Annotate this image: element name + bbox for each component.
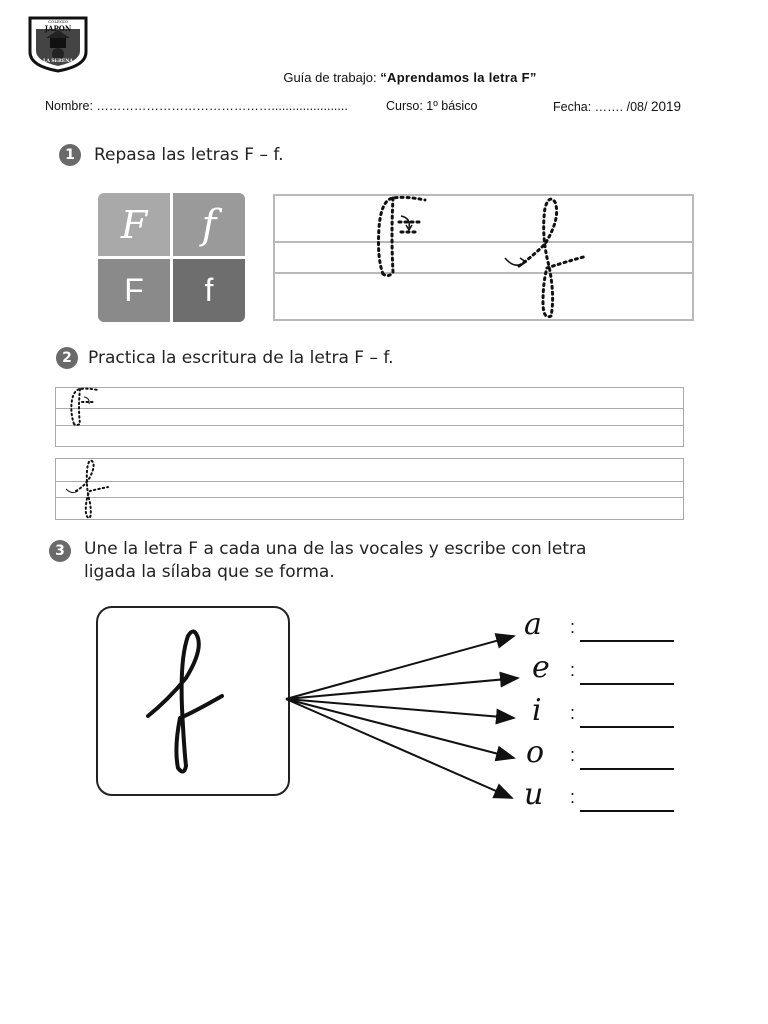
colon: : xyxy=(570,703,576,723)
colon: : xyxy=(570,660,576,680)
colon: : xyxy=(570,787,576,807)
section2-instruction: Practica la escritura de la letra F – f. xyxy=(88,348,394,368)
colon: : xyxy=(570,745,576,765)
crest-bottom-text: LA SERENA xyxy=(43,59,73,64)
course-field: Curso: 1º básico xyxy=(386,99,478,113)
date-year: 2019 xyxy=(650,99,682,114)
section1-instruction: Repasa las letras F – f. xyxy=(94,145,284,165)
title-prefix: Guía de trabajo: xyxy=(283,70,377,85)
vowel-row-o xyxy=(520,735,680,775)
section3-instruction-line2: ligada la sílaba que se forma. xyxy=(84,562,335,582)
crest-top-text: COLEGIO xyxy=(48,19,68,24)
section1-number-badge: 1 xyxy=(59,144,81,166)
tile-cursive-F-letter: F xyxy=(120,202,148,247)
tile-print-F-letter: F xyxy=(124,272,144,308)
vowel-e: e xyxy=(532,650,550,685)
crest-name: JAPON xyxy=(44,24,72,33)
vowel-i: i xyxy=(532,693,542,728)
vowel-a: a xyxy=(524,607,542,642)
tile-print-f-letter: f xyxy=(204,272,214,308)
answer-blank-u[interactable] xyxy=(580,810,674,812)
vowel-row-e xyxy=(520,650,680,690)
vowel-u: u xyxy=(524,777,544,812)
vowel-row-u xyxy=(520,777,680,817)
vowel-row-a xyxy=(520,607,680,647)
title-bold: “Aprendamos la letra F” xyxy=(380,70,537,85)
vowel-o: o xyxy=(526,735,545,770)
colon: : xyxy=(570,617,576,637)
answer-blank-i[interactable] xyxy=(580,726,674,728)
section3-instruction-line1: Une la letra F a cada una de las vocales y escribe con letra xyxy=(84,539,587,559)
tile-cursive-f-letter: f xyxy=(201,201,217,248)
answer-blank-o[interactable] xyxy=(580,768,674,770)
name-field[interactable]: Nombre: ……………………………………...................... xyxy=(45,99,348,113)
vowel-row-i xyxy=(520,693,680,733)
section2-number-badge: 2 xyxy=(56,347,78,369)
answer-blank-a[interactable] xyxy=(580,640,674,642)
section3-number-badge: 3 xyxy=(49,540,71,562)
answer-blank-e[interactable] xyxy=(580,683,674,685)
date-label: Fecha: ……. /08/ xyxy=(553,100,648,114)
